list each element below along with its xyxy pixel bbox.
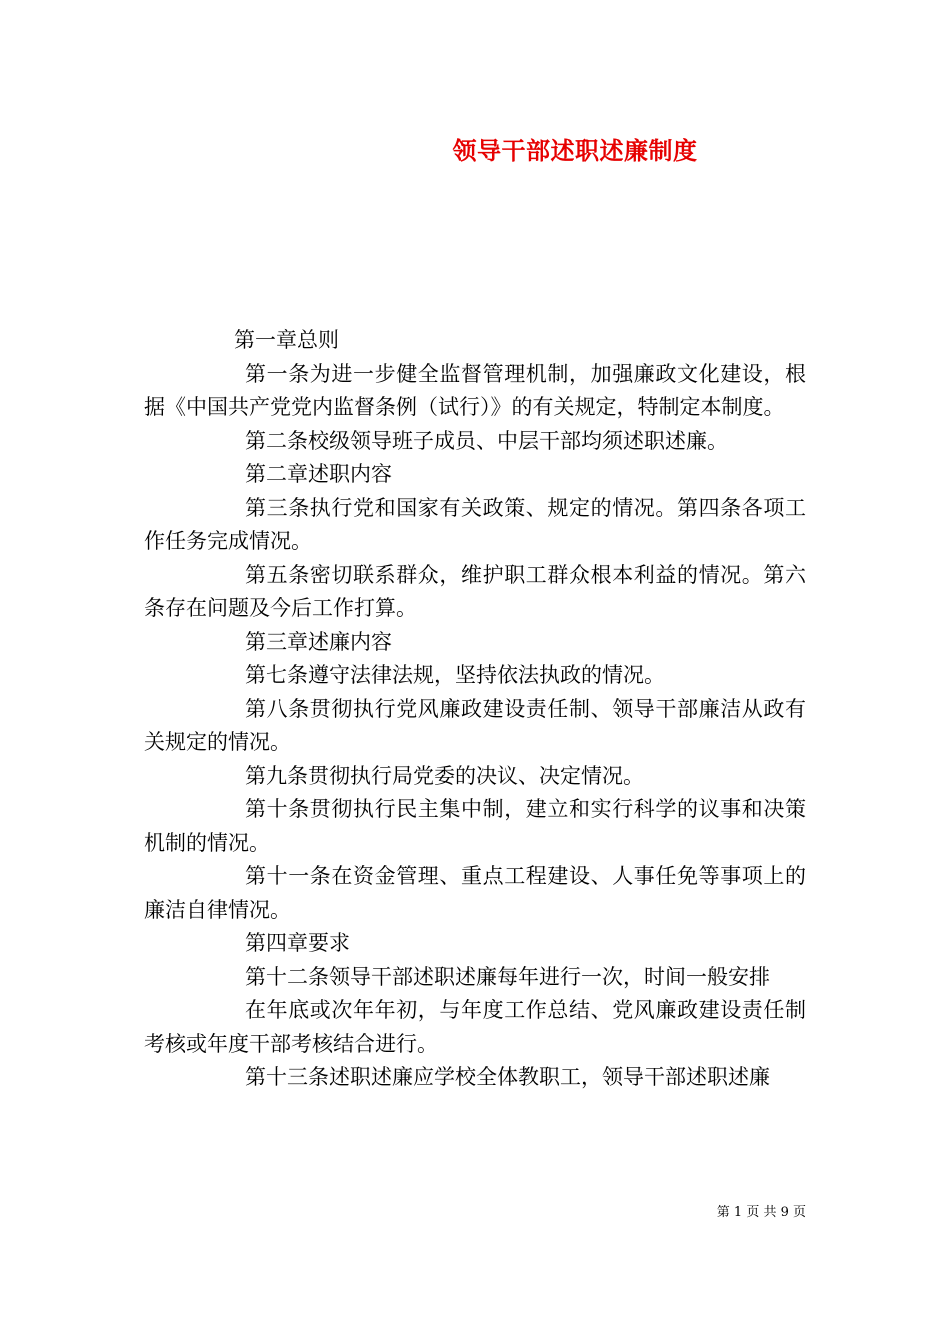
document-body [144,324,806,1095]
article-paragraph: 在年底或次年年初，与年度工作总结、党风廉政建设责任制考核或年度干部考核结合进行。 [144,998,806,1056]
article-paragraph: 第二条校级领导班子成员、中层干部均须述职述廉。 [245,428,728,453]
article-paragraph: 第八条贯彻执行党风廉政建设责任制、领导干部廉洁从政有关规定的情况。 [144,696,806,754]
article-paragraph: 第一条为进一步健全监督管理机制，加强廉政文化建设，根据《中国共产党党内监督条例（试行）》的有关规定，特制定本制度。 [144,361,806,419]
article-paragraph: 第十三条述职述廉应学校全体教职工，领导干部述职述廉 [245,1065,770,1089]
chapter-heading: 第四章要求 [245,931,350,955]
article-paragraph: 第七条遵守法律法规，坚持依法执政的情况。 [245,663,665,687]
article-paragraph: 第十二条领导干部述职述廉每年进行一次，时间一般安排 [245,964,770,989]
chapter-heading: 第二章述职内容 [245,462,392,486]
article-paragraph: 第五条密切联系群众，维护职工群众根本利益的情况。第六条存在问题及今后工作打算。 [144,562,806,620]
article-paragraph: 第三条执行党和国家有关政策、规定的情况。第四条各项工作任务完成情况。 [144,495,806,553]
chapter-heading: 第三章述廉内容 [245,629,392,654]
document-title: 领导干部述职述廉制度 [452,136,698,165]
chapter-heading: 第一章总则 [234,328,339,352]
article-paragraph: 第十一条在资金管理、重点工程建设、人事任免等事项上的廉洁自律情况。 [144,864,806,922]
article-paragraph: 第十条贯彻执行民主集中制，建立和实行科学的议事和决策机制的情况。 [144,797,806,855]
page-number: 第 1 页 共 9 页 [716,1205,806,1220]
article-paragraph: 第九条贯彻执行局党委的决议、决定情况。 [245,763,644,788]
